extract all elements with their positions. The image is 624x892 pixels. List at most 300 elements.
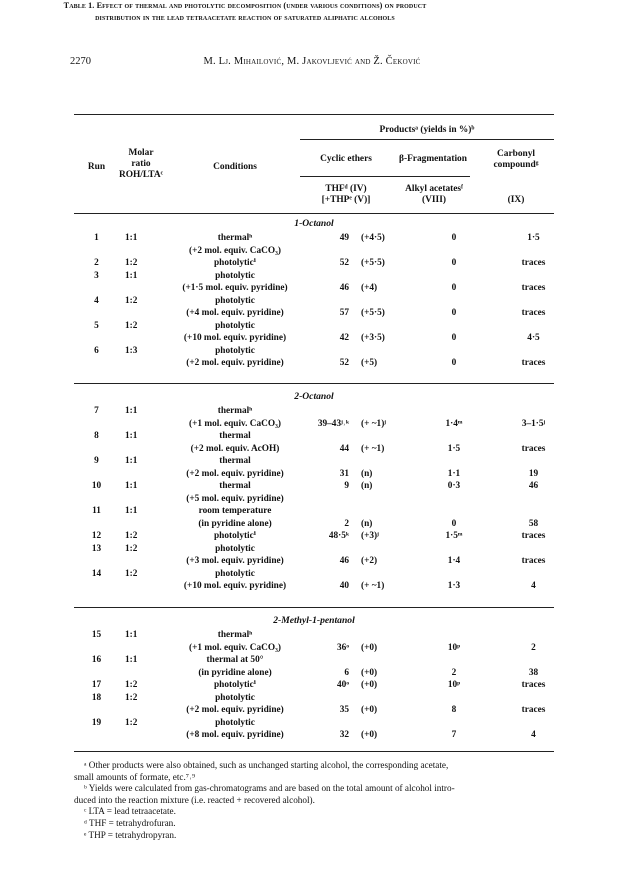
cell-thp-yield: [353, 270, 413, 283]
table-row: [74, 493, 572, 506]
cell-run: [74, 642, 119, 655]
cell-thp-yield: [353, 692, 413, 705]
cell-thp-yield: [353, 405, 413, 418]
cell-thf-yield: [309, 505, 353, 518]
table-row: [74, 505, 572, 518]
cell-thf-yield: 52: [339, 258, 349, 268]
cell-carbonyl: [495, 543, 572, 556]
cell-conditions: (in pyridine alone): [198, 518, 272, 529]
footnote-d: ᵈ THF = tetrahydrofuran.: [84, 817, 176, 828]
cell-conditions: (+8 mol. equiv. pyridine): [186, 730, 284, 740]
table-row: [74, 418, 572, 431]
cell-alkyl-acetates: [413, 345, 495, 358]
table-caption: [0, 0, 490, 24]
cell-alkyl-acetates: [413, 692, 495, 705]
cell-alkyl-acetates: 0: [451, 233, 457, 243]
table-section-2-octanol: [74, 405, 572, 593]
cell-ratio: 1:1: [125, 481, 138, 491]
table-row: [74, 654, 572, 667]
cell-ratio: [119, 555, 161, 568]
cell-conditions: thermal: [219, 481, 251, 491]
cell-alkyl-acetates: [413, 629, 495, 642]
header-carbonyl-line2: compoundᵍ: [493, 160, 539, 170]
cell-carbonyl: [495, 654, 572, 667]
cell-conditions: (+1·5 mol. equiv. pyridine): [182, 283, 288, 293]
cell-alkyl-acetates: [413, 405, 495, 418]
cell-alkyl-acetates: 10ᵖ: [447, 642, 461, 653]
cell-alkyl-acetates: 1·4ᵐ: [445, 418, 463, 429]
header-carbonyl: [476, 149, 556, 171]
cell-ratio: 1:2: [125, 295, 138, 306]
cell-run: [74, 357, 119, 370]
cell-alkyl-acetates: 0: [451, 283, 457, 293]
cell-thp-yield: (+5·5): [361, 258, 385, 268]
cell-thf-yield: 9: [344, 481, 349, 491]
cell-conditions: photolytic: [215, 568, 255, 579]
cell-thf-yield: 2: [344, 518, 349, 529]
cell-run: 8: [94, 431, 99, 441]
footnote-a-line1: ᵃ Other products were also obtained, such as unchanged starting alcohol, the corresponding acetate,: [84, 760, 449, 770]
footnote-b-line2: duced into the reaction mixture (i.e. reacted + recovered alcohol).: [74, 794, 315, 805]
cell-run: [74, 418, 119, 431]
cell-conditions: photolytic: [215, 717, 255, 728]
cell-thf-yield: [309, 717, 353, 730]
cell-conditions: (+1 mol. equiv. CaCO₃): [188, 642, 281, 653]
cell-conditions: photolyticⁱ: [214, 680, 256, 690]
cell-run: 12: [91, 531, 102, 541]
table-row: [74, 629, 572, 642]
cell-alkyl-acetates: 2: [451, 667, 457, 678]
cell-thp-yield: (+0): [361, 680, 378, 690]
cell-ratio: 1:1: [125, 431, 138, 441]
cell-run: 14: [91, 568, 102, 579]
cell-conditions: (+2 mol. equiv. pyridine): [186, 705, 284, 715]
cell-conditions: (+4 mol. equiv. pyridine): [186, 308, 284, 318]
cell-thf-yield: 35: [339, 705, 349, 715]
cell-conditions: photolytic: [215, 270, 255, 281]
cell-alkyl-acetates: 0: [451, 333, 457, 343]
cell-alkyl-acetates: 1·4: [447, 556, 461, 566]
table-top-rule: [74, 114, 554, 115]
cell-alkyl-acetates: 0: [451, 258, 457, 268]
table-row: [74, 332, 572, 345]
cell-ratio: [119, 332, 161, 345]
cell-ratio: [119, 443, 161, 456]
cell-run: [74, 493, 119, 506]
cell-ratio: [119, 642, 161, 655]
cell-thp-yield: (+4·5): [361, 233, 385, 243]
cell-thp-yield: (n): [361, 518, 373, 529]
cell-carbonyl: traces: [521, 258, 546, 268]
cell-conditions: (+2 mol. equiv. pyridine): [186, 468, 284, 479]
cell-thp-yield: [353, 320, 413, 333]
cell-thf-yield: [309, 320, 353, 333]
cell-conditions: photolytic: [215, 295, 255, 306]
cell-carbonyl: 46: [528, 481, 539, 491]
cell-thf-yield: 40: [339, 581, 349, 591]
cell-carbonyl: 58: [528, 518, 539, 529]
cell-ratio: 1:2: [125, 680, 138, 690]
section-title-2-methyl-1-pentanol: 2-Methyl-1-pentanol: [273, 615, 355, 626]
table-section-2-methyl-1-pentanol: [74, 629, 572, 742]
cell-run: [74, 518, 119, 531]
cell-ratio: [119, 580, 161, 593]
section-title-2-octanol: 2-Octanol: [294, 391, 334, 402]
header-fragmentation: β-Fragmentation: [399, 154, 467, 164]
cell-ratio: 1:2: [125, 568, 138, 579]
cell-ratio: [119, 245, 161, 258]
table-row: [74, 357, 572, 370]
cell-thp-yield: (+2): [361, 556, 378, 566]
cell-alkyl-acetates: 0: [451, 358, 457, 368]
cell-run: 13: [91, 543, 102, 554]
cell-ratio: [119, 729, 161, 742]
caption-line-1: Table 1. Effect of thermal and photolytic decomposition (under various conditions) on product: [63, 1, 427, 10]
cell-thf-yield: [309, 245, 353, 258]
cell-conditions: thermalʰ: [217, 233, 253, 243]
cell-carbonyl: 38: [528, 667, 539, 678]
cell-alkyl-acetates: 8: [451, 705, 457, 715]
cell-run: [74, 580, 119, 593]
header-thf-line1: THFᵈ (IV): [325, 184, 367, 194]
cell-thp-yield: (+ ~1)ʲ: [361, 418, 386, 429]
table-row: [74, 282, 572, 295]
cell-thf-yield: 31: [339, 468, 349, 479]
table-row: [74, 530, 572, 543]
cell-thp-yield: [353, 455, 413, 468]
cell-conditions: (in pyridine alone): [198, 667, 272, 678]
section-title-1-octanol: 1-Octanol: [294, 218, 334, 229]
table-row: [74, 667, 572, 680]
footnote-a-line2: small amounts of formate, etc.⁷˒⁹: [74, 771, 196, 782]
cell-thp-yield: [353, 543, 413, 556]
cell-ratio: [119, 307, 161, 320]
cell-run: [74, 307, 119, 320]
cell-carbonyl: [495, 295, 572, 308]
cell-thp-yield: (+0): [361, 667, 378, 678]
header-conditions: Conditions: [213, 162, 257, 172]
cell-alkyl-acetates: [413, 245, 495, 258]
cell-conditions: room temperature: [198, 506, 272, 516]
cell-alkyl-acetates: 7: [451, 730, 457, 740]
cell-thp-yield: (n): [361, 468, 373, 479]
cell-carbonyl: traces: [521, 358, 546, 368]
section-rule-1: [74, 383, 554, 384]
cell-thf-yield: [309, 345, 353, 358]
cell-conditions: (+1 mol. equiv. CaCO₃): [188, 418, 281, 429]
cell-thf-yield: [309, 568, 353, 581]
cell-conditions: photolytic: [215, 345, 255, 356]
products-subrule: [300, 139, 554, 140]
cell-thp-yield: [353, 568, 413, 581]
cell-run: [74, 245, 119, 258]
cell-carbonyl: [495, 430, 572, 443]
cell-ratio: [119, 518, 161, 531]
cell-thf-yield: [309, 295, 353, 308]
cell-run: 2: [94, 258, 99, 268]
cell-conditions: thermalʰ: [217, 406, 253, 416]
cell-carbonyl: 2: [531, 642, 536, 653]
header-molar-line3: ROH/LTAᶜ: [118, 170, 164, 180]
cell-alkyl-acetates: 1·5ᵐ: [445, 531, 463, 541]
cell-conditions: (+10 mol. equiv. pyridine): [183, 581, 287, 591]
cell-carbonyl: [495, 505, 572, 518]
cell-run: [74, 667, 119, 680]
table-row: [74, 345, 572, 358]
cell-conditions: (+2 mol. equiv. pyridine): [186, 358, 284, 368]
cell-thp-yield: (+3)ʲ: [361, 531, 379, 541]
header-products: Productsᵃ (yields in %)ᵇ: [379, 125, 475, 135]
cell-conditions: thermal: [219, 431, 251, 441]
cell-run: 7: [94, 406, 99, 416]
cell-carbonyl: [495, 455, 572, 468]
cell-alkyl-acetates: [413, 455, 495, 468]
footnote-b-line1: ᵇ Yields were calculated from gas-chromatograms and are based on the total amount of alcohol intro-: [84, 783, 455, 794]
cell-ratio: [119, 493, 161, 506]
table-row: [74, 468, 572, 481]
table-row: [74, 232, 572, 245]
cell-alkyl-acetates: 0: [451, 308, 457, 318]
cell-run: [74, 555, 119, 568]
cell-carbonyl: 1·5: [527, 233, 540, 243]
cell-alkyl-acetates: [413, 654, 495, 667]
cell-alkyl-acetates: 0: [451, 518, 457, 529]
cell-ratio: 1:1: [125, 233, 138, 243]
cell-run: [74, 468, 119, 481]
cell-thf-yield: 46: [339, 283, 349, 293]
cell-thp-yield: [353, 430, 413, 443]
header-ix: (IX): [507, 195, 525, 205]
cell-carbonyl: [495, 320, 572, 333]
cell-thp-yield: (n): [361, 481, 373, 491]
cell-run: 6: [94, 345, 99, 356]
footnote-e: ᵉ THP = tetrahydropyran.: [84, 829, 177, 840]
cell-ratio: 1:1: [125, 630, 138, 640]
cell-thf-yield: 44: [339, 443, 349, 454]
cell-ratio: 1:1: [125, 456, 138, 466]
cell-carbonyl: traces: [521, 531, 546, 541]
cell-thf-yield: 52: [339, 358, 349, 368]
cell-thp-yield: (+5): [361, 358, 378, 368]
cell-ratio: 1:1: [125, 655, 138, 665]
table-row: [74, 704, 572, 717]
cell-carbonyl: [495, 692, 572, 705]
cell-ratio: 1:2: [125, 543, 138, 554]
header-molar-line2: ratio: [131, 159, 151, 169]
cell-carbonyl: 19: [528, 468, 539, 479]
table-row: [74, 245, 572, 258]
header-alkyl-acetates: [392, 184, 476, 206]
cell-thf-yield: 39–43ʲ˒ᵏ: [317, 418, 349, 429]
table-row: [74, 443, 572, 456]
cell-thf-yield: 36ᵒ: [337, 642, 349, 653]
cell-thf-yield: 49: [339, 233, 349, 243]
cell-conditions: thermal at 50°: [206, 655, 264, 665]
cell-run: [74, 282, 119, 295]
cell-thf-yield: 40ᵒ: [337, 680, 349, 690]
cell-run: 17: [91, 680, 102, 690]
cell-conditions: photolyticⁱ: [214, 258, 256, 268]
cell-thf-yield: [309, 654, 353, 667]
running-head: M. Lj. Mihailović, M. Jakovljević and Ž. Čeković: [203, 56, 421, 67]
cell-thp-yield: [353, 717, 413, 730]
cell-run: 19: [91, 717, 102, 728]
cell-thp-yield: [353, 654, 413, 667]
cell-run: 15: [91, 630, 102, 640]
footnote-c: ᶜ LTA = lead tetraacetate.: [84, 806, 176, 817]
table-row: [74, 692, 572, 705]
table-row: [74, 580, 572, 593]
header-thf-line2: [+THPᵉ (V)]: [321, 195, 371, 205]
cell-ratio: [119, 667, 161, 680]
cell-thp-yield: (+ ~1): [361, 443, 385, 454]
cell-conditions: photolytic: [215, 320, 255, 331]
cell-conditions: photolyticⁱ: [214, 531, 256, 541]
cell-carbonyl: [495, 405, 572, 418]
cell-thf-yield: 48·5ᵏ: [328, 531, 349, 541]
cell-carbonyl: traces: [521, 680, 546, 690]
section-rule-2: [74, 607, 554, 608]
cell-thp-yield: (+3·5): [361, 333, 385, 343]
cell-carbonyl: traces: [521, 283, 546, 293]
cell-thf-yield: [309, 493, 353, 506]
cell-alkyl-acetates: 10ᵖ: [447, 680, 461, 690]
cell-conditions: photolytic: [215, 543, 255, 554]
cell-run: 11: [92, 506, 101, 516]
cell-carbonyl: [495, 568, 572, 581]
header-molar-ratio: [116, 148, 166, 181]
cell-conditions: (+2 mol. equiv. AcOH): [190, 443, 280, 454]
cell-thf-yield: 46: [339, 556, 349, 566]
cell-carbonyl: 4: [531, 581, 536, 591]
cell-thp-yield: [353, 505, 413, 518]
cell-ratio: [119, 357, 161, 370]
cell-thf-yield: 42: [339, 333, 349, 343]
cell-alkyl-acetates: [413, 270, 495, 283]
table-row: [74, 257, 572, 270]
cell-thf-yield: 6: [344, 667, 349, 678]
cell-thf-yield: 57: [339, 308, 349, 318]
cell-conditions: thermalʰ: [217, 630, 253, 640]
cell-thf-yield: [309, 455, 353, 468]
cell-ratio: 1:1: [125, 270, 138, 281]
cell-run: 10: [91, 481, 102, 491]
cell-thf-yield: [309, 270, 353, 283]
cell-carbonyl: [495, 345, 572, 358]
cell-ratio: [119, 468, 161, 481]
table-row: [74, 455, 572, 468]
cell-run: [74, 704, 119, 717]
cell-carbonyl: 4·5: [527, 333, 540, 343]
cell-run: [74, 443, 119, 456]
table-row: [74, 729, 572, 742]
cell-conditions: thermal: [219, 456, 251, 466]
cell-ratio: 1:1: [125, 506, 138, 516]
cell-thp-yield: [353, 295, 413, 308]
caption-line-2: distribution in the lead tetraacetate reaction of saturated aliphatic alcohols: [95, 13, 395, 22]
table-row: [74, 679, 572, 692]
cell-ratio: 1:1: [125, 406, 138, 416]
cell-thf-yield: [309, 430, 353, 443]
cell-run: 9: [94, 456, 99, 466]
cell-alkyl-acetates: [413, 295, 495, 308]
cell-ratio: 1:2: [125, 531, 138, 541]
cell-carbonyl: [495, 717, 572, 730]
cell-ratio: 1:3: [125, 345, 138, 356]
cell-carbonyl: 4: [531, 730, 536, 740]
cell-run: 3: [94, 270, 99, 281]
header-carbonyl-line1: Carbonyl: [496, 149, 536, 159]
header-alkyl-line2: (VIII): [422, 195, 446, 205]
cell-alkyl-acetates: [413, 505, 495, 518]
cell-thp-yield: (+4): [361, 283, 378, 293]
cell-run: 16: [91, 655, 102, 665]
cell-conditions: (+2 mol. equiv. CaCO₃): [188, 245, 281, 256]
table-row: [74, 717, 572, 730]
cell-run: [74, 332, 119, 345]
table-row: [74, 480, 572, 493]
cell-thp-yield: (+0): [361, 705, 378, 715]
header-thf: [300, 184, 392, 206]
table-section-1-octanol: [74, 232, 572, 370]
cell-carbonyl: [495, 245, 572, 258]
table-row: [74, 320, 572, 333]
cell-thp-yield: (+0): [361, 730, 378, 740]
products-subrule-2: [300, 176, 470, 177]
cell-carbonyl: traces: [521, 556, 546, 566]
cell-carbonyl: [495, 493, 572, 506]
cell-thp-yield: [353, 245, 413, 258]
cell-thf-yield: [309, 629, 353, 642]
cell-ratio: 1:2: [125, 692, 138, 703]
cell-thp-yield: (+ ~1): [361, 581, 385, 591]
table-row: [74, 555, 572, 568]
header-molar-line1: Molar: [128, 148, 154, 158]
table-row: [74, 642, 572, 655]
table-row: [74, 295, 572, 308]
cell-conditions: (+5 mol. equiv. pyridine): [186, 493, 284, 504]
cell-alkyl-acetates: [413, 320, 495, 333]
cell-conditions: photolytic: [215, 692, 255, 703]
table-bottom-rule: [74, 751, 554, 752]
cell-thp-yield: (+0): [361, 642, 378, 653]
cell-alkyl-acetates: [413, 717, 495, 730]
cell-run: [74, 729, 119, 742]
cell-ratio: 1:2: [125, 717, 138, 728]
header-bottom-rule: [74, 213, 554, 214]
cell-conditions: (+3 mol. equiv. pyridine): [186, 556, 284, 566]
table-row: [74, 405, 572, 418]
table-row: [74, 543, 572, 556]
cell-alkyl-acetates: [413, 430, 495, 443]
header-cyclic-ethers: Cyclic ethers: [320, 154, 372, 164]
cell-ratio: 1:2: [125, 320, 138, 331]
cell-thp-yield: [353, 345, 413, 358]
cell-ratio: [119, 282, 161, 295]
cell-thf-yield: [309, 543, 353, 556]
cell-alkyl-acetates: 1·3: [447, 581, 461, 591]
cell-carbonyl: 3–1·5ʲ: [521, 418, 546, 429]
table-row: [74, 430, 572, 443]
cell-ratio: 1:2: [125, 258, 138, 268]
cell-alkyl-acetates: [413, 493, 495, 506]
cell-thp-yield: [353, 629, 413, 642]
cell-alkyl-acetates: 1·1: [447, 468, 461, 479]
cell-carbonyl: [495, 629, 572, 642]
cell-run: 5: [94, 320, 99, 331]
cell-carbonyl: traces: [521, 705, 546, 715]
cell-carbonyl: traces: [521, 443, 546, 454]
